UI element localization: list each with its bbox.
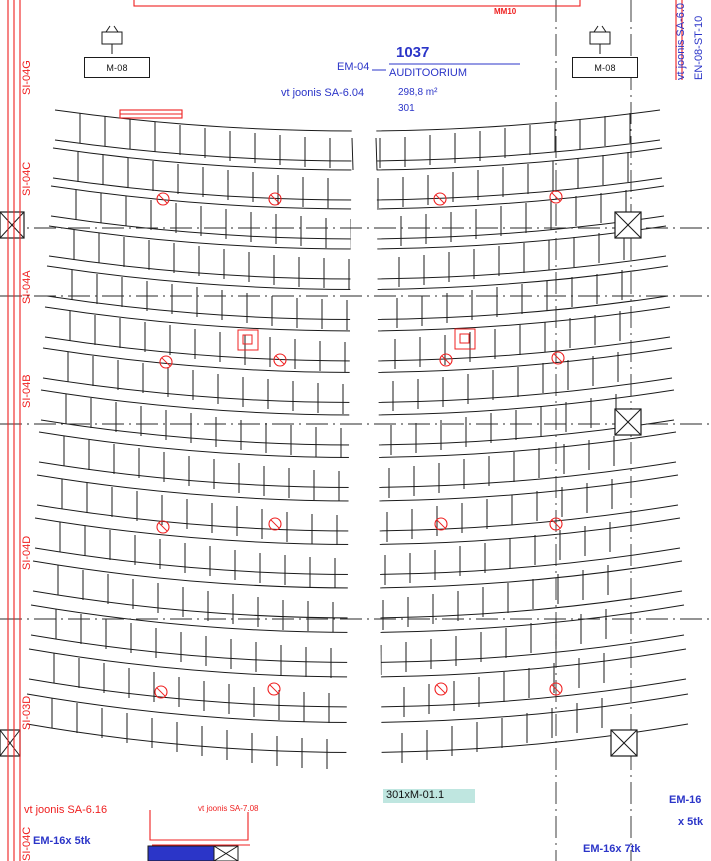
side-reference-en-08-st-10: EN-08-ST-10 bbox=[693, 15, 705, 80]
section-mark-si-04c-top: SI-04C bbox=[21, 161, 33, 196]
section-mark-si-04a: SI-04A bbox=[21, 270, 33, 304]
room-code: 301 bbox=[398, 103, 415, 114]
room-number: 1037 bbox=[396, 44, 430, 61]
side-reference-sa-6-0: vt joonis SA-6.0 bbox=[675, 2, 687, 80]
tag-em-16-bottom: EM-16x 7tk bbox=[583, 843, 641, 855]
tag-m-08-right: M-08 bbox=[572, 57, 638, 78]
mm-tag: MM10 bbox=[494, 7, 517, 16]
bottom-room-tag: 301xM-01.1 bbox=[386, 789, 445, 801]
section-mark-si-03d: SI-03D bbox=[21, 695, 33, 730]
section-mark-si-04d: SI-04D bbox=[21, 535, 33, 570]
tag-em-04: EM-04 bbox=[337, 61, 370, 73]
room-name: AUDITOORIUM bbox=[389, 67, 468, 79]
tag-em-16-right-1: EM-16 bbox=[669, 794, 702, 806]
section-mark-si-04g: SI-04G bbox=[21, 60, 33, 95]
tag-em-16-left: EM-16x 5tk bbox=[33, 835, 91, 847]
tag-em-16-right-2: x 5tk bbox=[678, 816, 704, 828]
section-mark-si-04b: SI-04B bbox=[21, 374, 33, 408]
reference-note-top: vt joonis SA-6.04 bbox=[281, 87, 365, 99]
reference-note-bottom-left: vt joonis SA-6.16 bbox=[24, 804, 108, 816]
room-area: 298,8 m² bbox=[398, 87, 438, 98]
reference-note-bottom-mid: vt joonis SA-7.08 bbox=[198, 804, 259, 813]
section-mark-si-04c-bottom: SI-04C bbox=[21, 826, 33, 861]
tag-m-08-left: M-08 bbox=[84, 57, 150, 78]
